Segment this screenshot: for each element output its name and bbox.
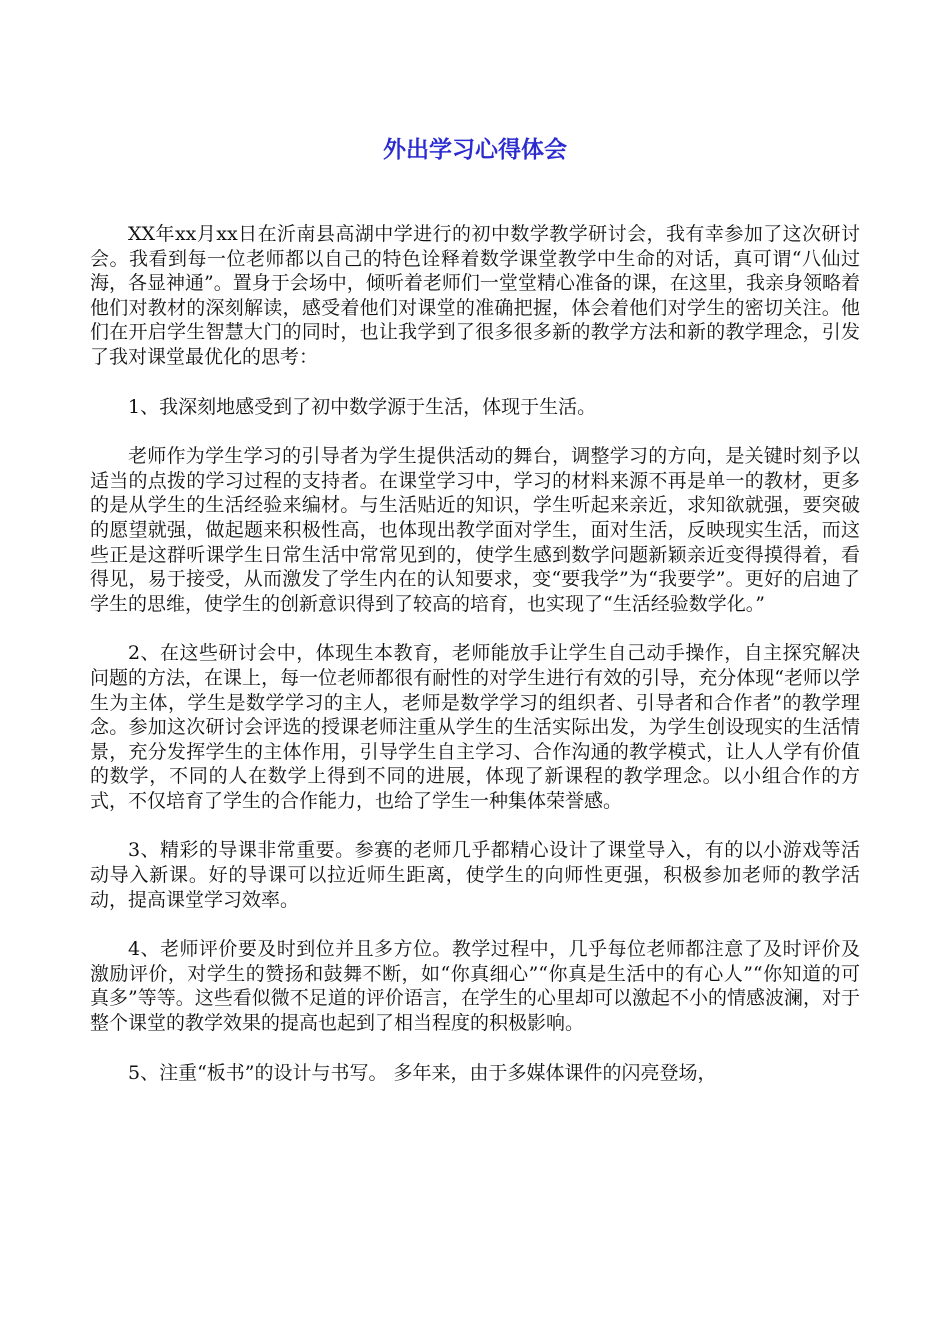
document-title: 外出学习心得体会 bbox=[383, 137, 567, 163]
paragraph-point-2: 2、在这些研讨会中，体现生本教育，老师能放手让学生自己动手操作，自主探究解决问题的方法，在课上，每一位老师都很有耐性的对学生进行有效的引导，充分体现“老师以学生为主体，学生是数学学习的主人，老师是数学学习的组织者、引导者和合作者”的教学理念。参加这次研讨会评选的授课老师注重从学生的生活实际出发，为学生创设现实的生活情景，充分发挥学生的主体作用，引导学生自主学习、合作沟通的教学模式，让人人学有价值的数学，不同的人在数学上得到不同的进展，体现了新课程的教学理念。以小组合作的方式，不仅培育了学生的合作能力，也给了学生一种集体荣誉感。 bbox=[90, 642, 860, 812]
paragraph-point-3: 3、精彩的导课非常重要。参赛的老师几乎都精心设计了课堂导入，有的以小游戏等活动导入新课。好的导课可以拉近师生距离，使学生的向师性更强，积极参加老师的教学活动，提高课堂学习效率。 bbox=[90, 839, 860, 911]
paragraph-intro: XX年xx月xx日在沂南县高湖中学进行的初中数学教学研讨会，我有幸参加了这次研讨会。我看到每一位老师都以自己的特色诠释着数学课堂教学中生命的对话，真可谓“八仙过海，各显神通”。置身于会场中，倾听着老师们一堂堂精心准备的课，在这里，我亲身领略着他们对教材的深刻解读，感受着他们对课堂的准确把握，体会着他们对学生的密切关注。他们在开启学生智慧大门的同时，也让我学到了很多很多新的教学方法和新的教学理念，引发了我对课堂最优化的思考： bbox=[90, 223, 860, 368]
paragraph-point-4: 4、老师评价要及时到位并且多方位。教学过程中，几乎每位老师都注意了及时评价及激励评价，对学生的赞扬和鼓舞不断，如“你真细心”“你真是生活中的有心人”“你知道的可真多”等等。这些看似微不足道的评价语言，在学生的心里却可以激起不小的情感波澜，对于整个课堂的教学效果的提高也起到了相当程度的积极影响。 bbox=[90, 938, 860, 1035]
document-body bbox=[90, 222, 860, 1110]
paragraph-point-1-detail: 老师作为学生学习的引导者为学生提供活动的舞台，调整学习的方向，是关键时刻予以适当的点拨的学习过程的支持者。在课堂学习中，学习的材料来源不再是单一的教材，更多的是从学生的生活经验来编材。与生活贴近的知识，学生听起来亲近，求知欲就强，要突破的愿望就强，做起题来积极性高，也体现出教学面对学生，面对生活，反映现实生活，而这些正是这群听课学生日常生活中常常见到的，使学生感到数学问题新颖亲近变得摸得着，看得见，易于接受，从而激发了学生内在的认知要求，变“要我学”为“我要学”。更好的启迪了学生的思维，使学生的创新意识得到了较高的培育，也实现了“生活经验数学化。” bbox=[90, 445, 860, 615]
paragraph-point-5: 5、注重“板书”的设计与书写。 多年来，由于多媒体课件的闪亮登场， bbox=[128, 1061, 717, 1084]
paragraph-point-1: 1、我深刻地感受到了初中数学源于生活，体现于生活。 bbox=[128, 395, 597, 418]
